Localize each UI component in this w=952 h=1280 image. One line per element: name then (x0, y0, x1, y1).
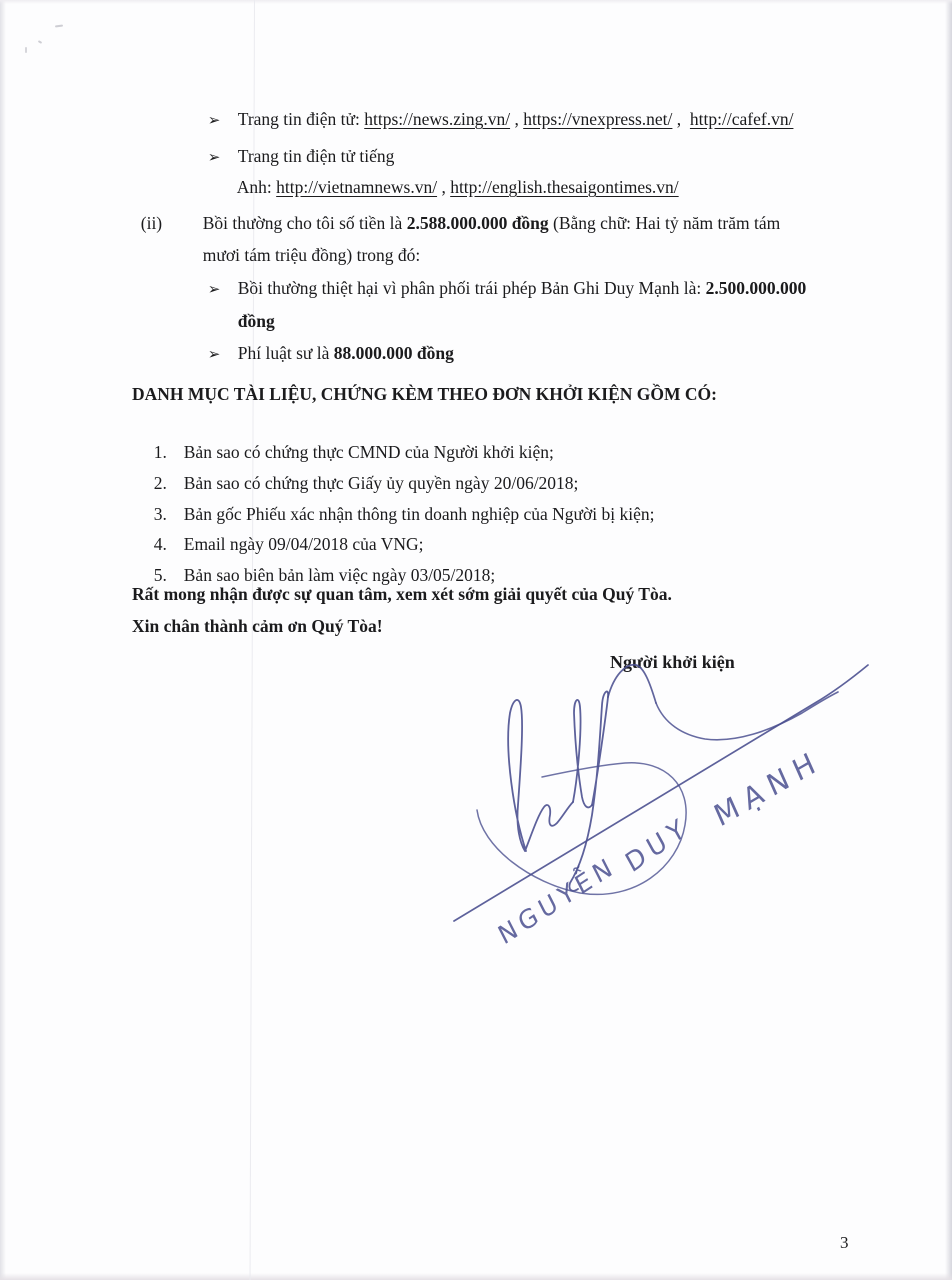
arrow-bullet-icon: ➢ (207, 347, 221, 363)
english-sites-text: Trang tin điện tử tiếng (237, 146, 395, 166)
item-ii-text: (Bằng chữ: Hai tỷ năm trăm tám (548, 213, 781, 233)
signature-name (492, 742, 827, 950)
signature-strokes (454, 665, 868, 921)
list-item-text: Bản sao có chứng thực CMND của Người khởi kiện; (183, 442, 554, 462)
signature-name-text: NGUYỄN (493, 850, 621, 951)
list-item-number: 3. (153, 504, 167, 524)
signature-initials-stroke (608, 665, 656, 703)
item-ii-text: Bồi thường cho tôi số tiền là (202, 213, 407, 233)
item-ii-marker: (ii) (140, 213, 163, 233)
signature (430, 655, 900, 965)
damages-amount-unit: đồng (237, 311, 275, 331)
page-edge-shadow-left (0, 0, 6, 1280)
lawyer-fee-amount: 88.000.000 đồng (333, 343, 454, 363)
page-edge-shadow-top (0, 0, 952, 4)
signature-underline-stroke (454, 665, 868, 921)
damages-amount: 2.500.000.000 (705, 278, 807, 298)
arrow-bullet-icon: ➢ (207, 282, 221, 298)
anh-prefix: Anh: (236, 177, 277, 197)
list-item (145, 542, 495, 586)
page-edge-shadow-right (945, 0, 952, 1280)
page-edge-shadow-bottom (0, 1273, 952, 1280)
arrow-bullet-icon: ➢ (207, 113, 221, 129)
closing-thanks: Xin chân thành cảm ơn Quý Tòa! (132, 616, 383, 636)
attachments-heading: DANH MỤC TÀI LIỆU, CHỨNG KÈM THEO ĐƠN KHỞI KIỆN GỒM CÓ: (132, 384, 717, 404)
signature-name-text: DUY (620, 811, 696, 880)
link-vietnamnews: http://vietnamnews.vn/ (276, 177, 438, 197)
list-item-number: 4. (153, 534, 167, 554)
lawyer-fee-text: Phí luật sư là (237, 343, 334, 363)
list-item-number: 2. (153, 473, 167, 493)
list-item-text: Bản sao biên bản làm việc ngày 03/05/2018; (183, 565, 496, 585)
separator: , (672, 109, 690, 129)
signature-name-text: MẠNH (708, 742, 828, 834)
list-item-number: 5. (153, 565, 167, 585)
signature-initials-stroke (573, 700, 592, 807)
arrow-bullet-icon: ➢ (207, 150, 221, 166)
list-item-text: Bản sao có chứng thực Giấy ủy quyền ngày 20/06/2018; (183, 473, 579, 493)
total-amount: 2.588.000.000 đồng (406, 213, 549, 233)
damages-text: Bồi thường thiệt hại vì phân phối trái phép Bản Ghi Duy Mạnh là: (237, 278, 706, 298)
pencil-mark (38, 40, 42, 44)
link-cafef: http://cafef.vn/ (689, 109, 794, 129)
list-item-number: 1. (153, 442, 167, 462)
link-saigontimes: http://english.thesaigontimes.vn/ (450, 177, 679, 197)
list-item-text: Email ngày 09/04/2018 của VNG; (183, 534, 424, 554)
separator: , (510, 109, 524, 129)
signature-flourish-stroke (656, 692, 838, 740)
list-item-text: Bản gốc Phiếu xác nhận thông tin doanh nghiệp của Người bị kiện; (183, 504, 655, 524)
signer-title: Người khởi kiện (610, 652, 735, 672)
websites-prefix: Trang tin điện tử: (237, 109, 365, 129)
page-number: 3 (840, 1233, 849, 1252)
signature-initials-stroke (508, 700, 573, 851)
sub-bullet-lawyer-fee (199, 320, 454, 366)
item-ii-text: mươi tám triệu đồng) trong đó: (202, 245, 421, 265)
pencil-mark (55, 24, 63, 27)
link-vnexpress: https://vnexpress.net/ (523, 109, 673, 129)
pencil-mark (25, 47, 27, 53)
sub-bullet-damages-line1 (199, 255, 806, 301)
link-news-zing: https://news.zing.vn/ (364, 109, 511, 129)
separator: , (437, 177, 451, 197)
closing-request: Rất mong nhận được sự quan tâm, xem xét sớm giải quyết của Quý Tòa. (132, 584, 672, 604)
